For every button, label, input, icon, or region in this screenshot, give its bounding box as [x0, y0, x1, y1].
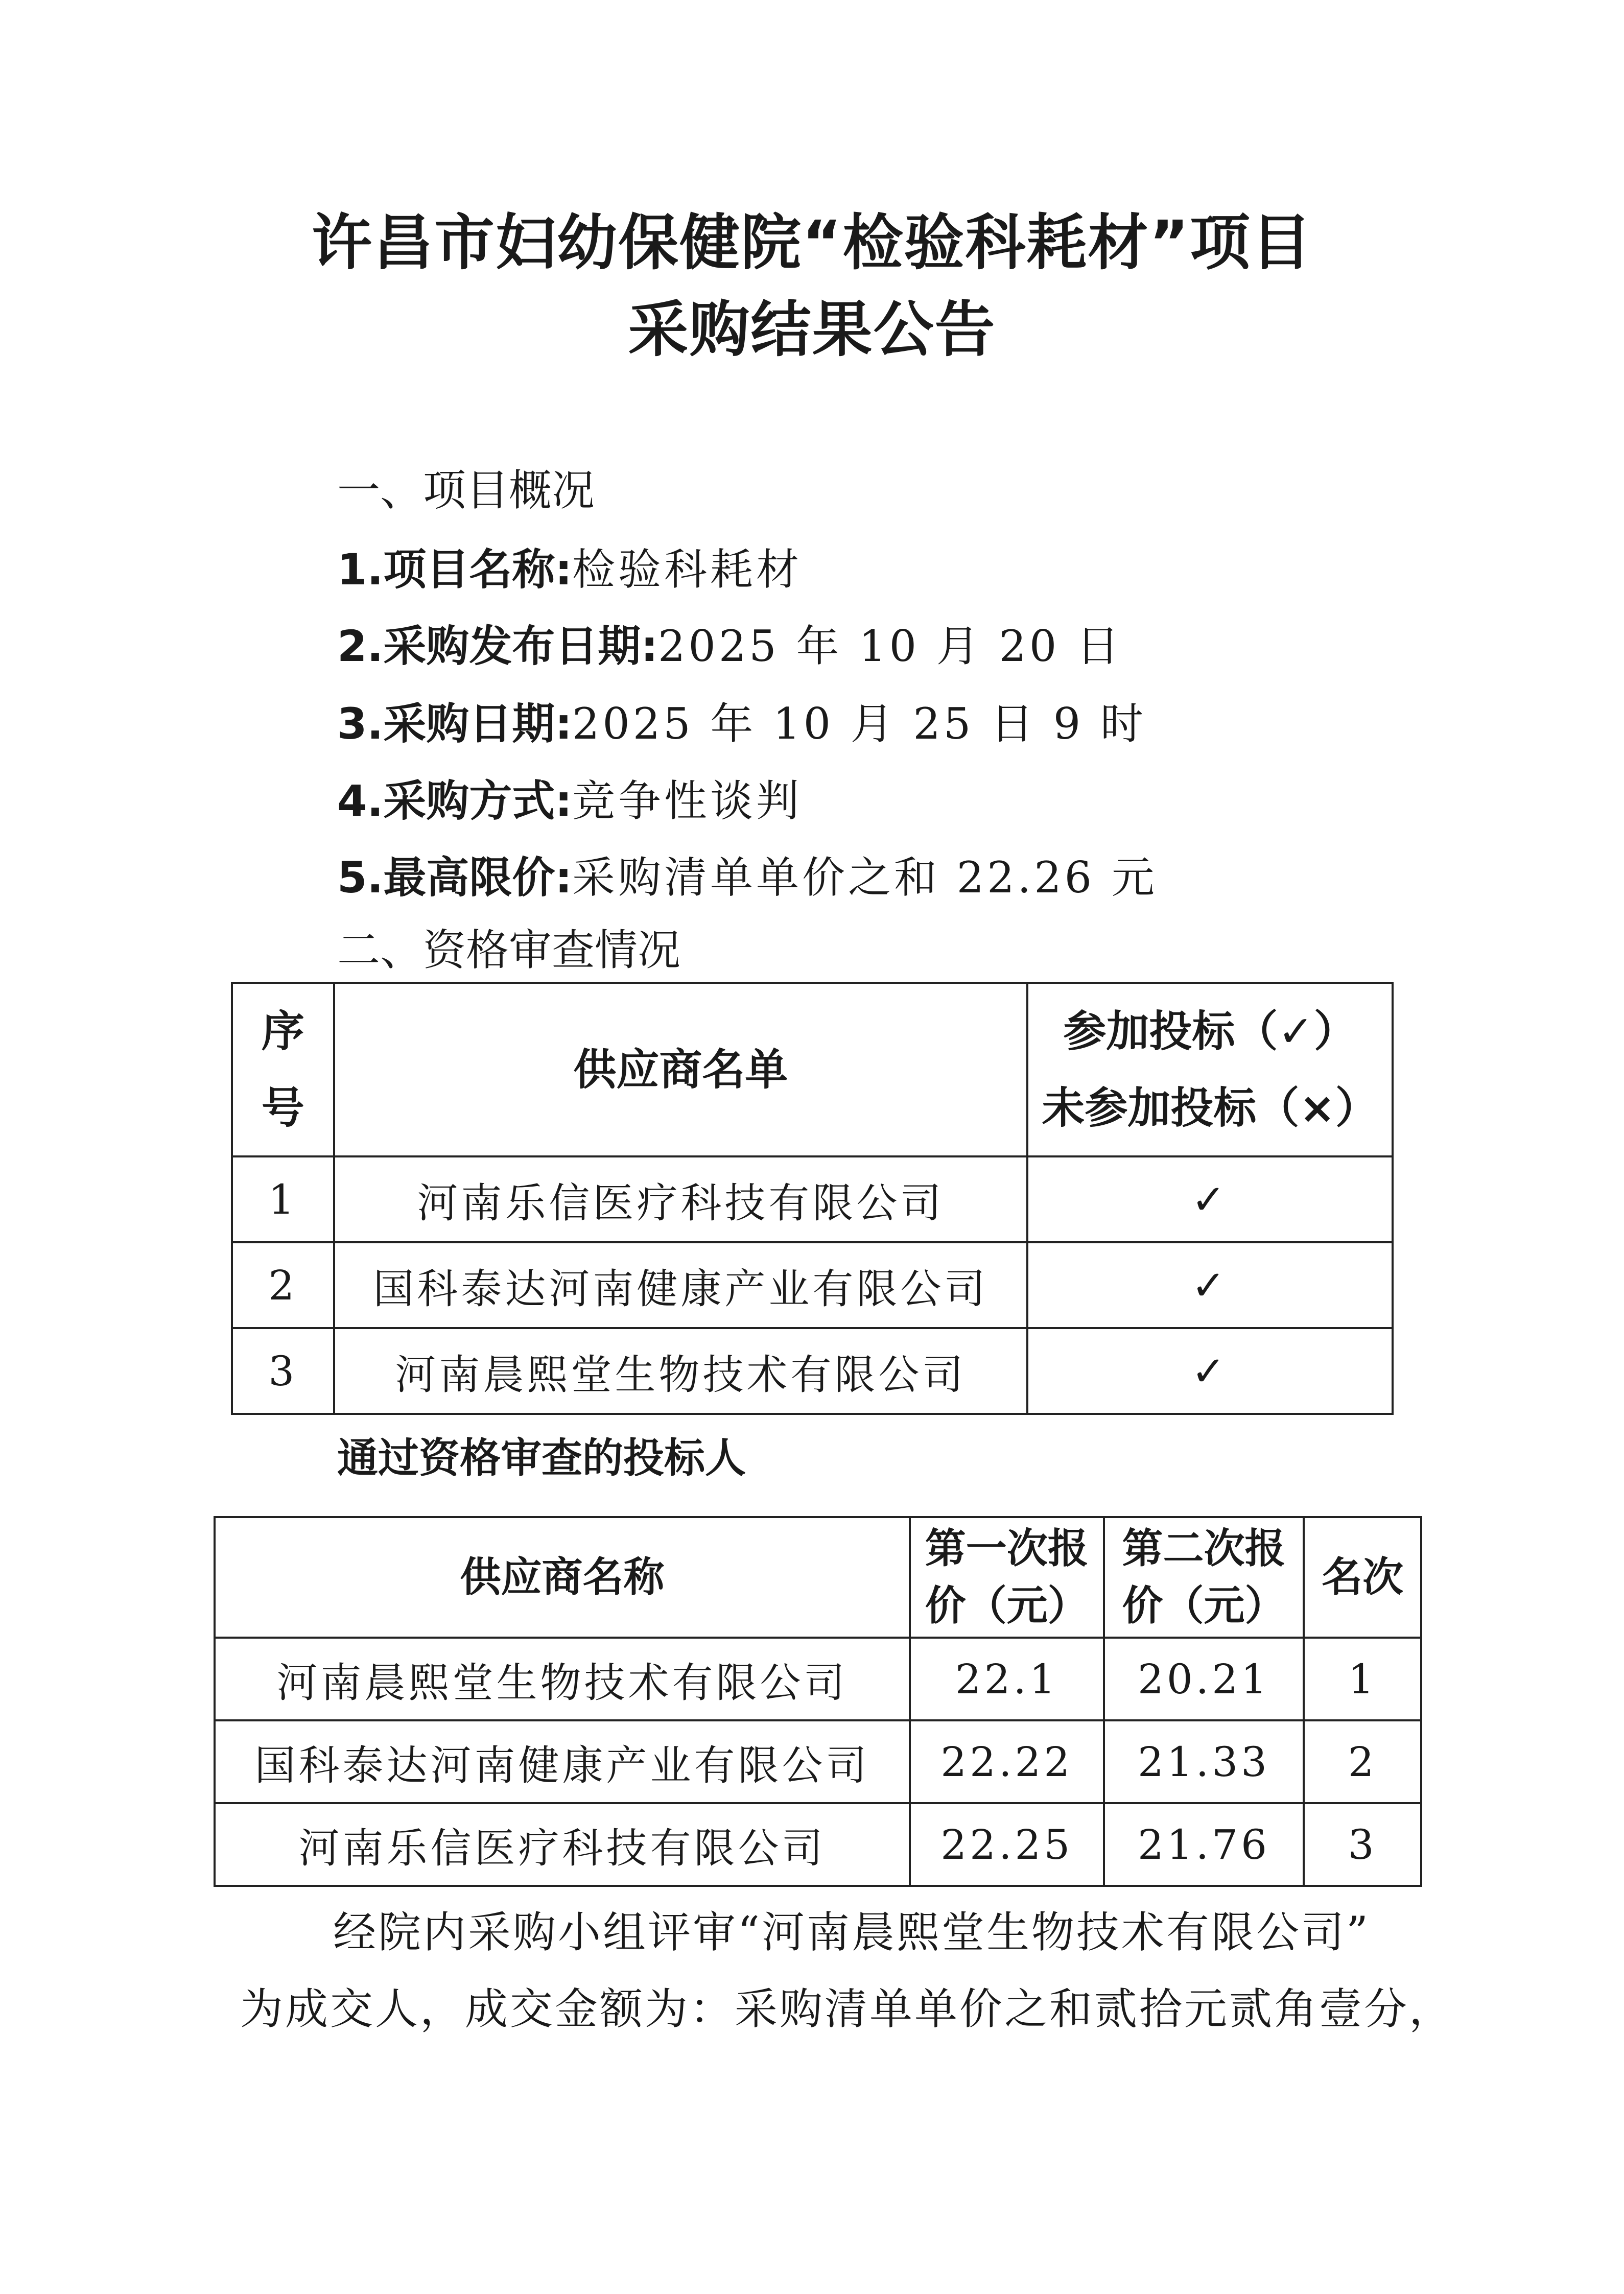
item-procurement-date — [337, 696, 1146, 752]
table-row — [232, 1242, 1393, 1328]
table-row — [215, 1638, 1421, 1720]
header-supplier-name: 供应商名称 — [215, 1517, 910, 1638]
section-heading-qualification: 二、资格审查情况 — [337, 925, 681, 975]
item-value: 检验科耗材 — [572, 545, 802, 595]
header-second-quote — [1104, 1517, 1304, 1638]
header-participation — [1027, 983, 1393, 1156]
cell-supplier: 国科泰达河南健康产业有限公司 — [334, 1242, 1027, 1328]
item-value: 2025 年 10 月 25 日 9 时 — [572, 699, 1146, 749]
item-value: 竞争性谈判 — [572, 776, 802, 826]
item-value: 采购清单单价之和 22.26 元 — [572, 853, 1158, 903]
item-value: 2025 年 10 月 20 日 — [657, 621, 1123, 671]
table-header-row — [232, 983, 1393, 1156]
item-label: 2.采购发布日期: — [337, 621, 658, 671]
cell-supplier: 河南乐信医疗科技有限公司 — [215, 1803, 910, 1886]
header-seq — [232, 983, 334, 1156]
header-first-quote-line-2: 价（元） — [925, 1582, 1089, 1629]
cell-rank: 2 — [1304, 1720, 1421, 1803]
item-max-price — [337, 849, 1158, 906]
check-icon: ✓ — [1027, 1242, 1393, 1328]
header-first-quote-line-1: 第一次报 — [925, 1525, 1089, 1572]
cell-first-quote: 22.25 — [910, 1803, 1104, 1886]
check-icon: ✓ — [1027, 1156, 1393, 1242]
header-participation-line-2: 未参加投标（×） — [1042, 1083, 1378, 1133]
item-label: 5.最高限价: — [337, 853, 572, 903]
item-publish-date — [337, 618, 1122, 674]
cell-seq: 1 — [232, 1156, 334, 1242]
cell-first-quote: 22.1 — [910, 1638, 1104, 1720]
bid-table — [214, 1516, 1422, 1887]
cell-second-quote: 21.76 — [1104, 1803, 1304, 1886]
table-row — [232, 1156, 1393, 1242]
cell-rank: 1 — [1304, 1638, 1421, 1720]
cell-supplier: 河南晨熙堂生物技术有限公司 — [215, 1638, 910, 1720]
title-line-2: 采购结果公告 — [628, 294, 996, 365]
item-project-name — [337, 541, 802, 598]
cell-second-quote: 20.21 — [1104, 1638, 1304, 1720]
table-row — [215, 1720, 1421, 1803]
table-row — [232, 1328, 1393, 1414]
item-procurement-method — [337, 773, 802, 829]
header-second-quote-line-2: 价（元） — [1122, 1582, 1286, 1629]
header-second-quote-line-1: 第二次报 — [1122, 1525, 1286, 1572]
passed-bidders-heading: 通过资格审查的投标人 — [337, 1434, 746, 1482]
table-header-row — [215, 1517, 1421, 1638]
header-supplier-list: 供应商名单 — [334, 983, 1027, 1156]
cell-seq: 3 — [232, 1328, 334, 1414]
header-first-quote — [910, 1517, 1104, 1638]
item-label: 3.采购日期: — [337, 699, 572, 749]
header-participation-line-1: 参加投标（✓） — [1063, 1006, 1357, 1056]
cell-supplier: 河南晨熙堂生物技术有限公司 — [334, 1328, 1027, 1414]
header-seq-text: 序号 — [261, 1006, 304, 1133]
item-label: 1.项目名称: — [337, 545, 572, 595]
cell-first-quote: 22.22 — [910, 1720, 1104, 1803]
document-title — [0, 199, 1624, 373]
item-label: 4.采购方式: — [337, 776, 572, 826]
conclusion-line-2: 为成交人，成交金额为：采购清单单价之和贰拾元贰角壹分， — [240, 1984, 1454, 2034]
section-heading-overview: 一、项目概况 — [337, 465, 595, 515]
cell-supplier: 河南乐信医疗科技有限公司 — [334, 1156, 1027, 1242]
cell-rank: 3 — [1304, 1803, 1421, 1886]
header-rank: 名次 — [1304, 1517, 1421, 1638]
table-row — [215, 1803, 1421, 1886]
title-line-1: 许昌市妇幼保健院“检验科耗材”项目 — [311, 207, 1313, 278]
conclusion-line-1: 经院内采购小组评审“河南晨熙堂生物技术有限公司” — [333, 1907, 1370, 1957]
cell-second-quote: 21.33 — [1104, 1720, 1304, 1803]
check-icon: ✓ — [1027, 1328, 1393, 1414]
cell-supplier: 国科泰达河南健康产业有限公司 — [215, 1720, 910, 1803]
qualification-table — [231, 982, 1394, 1415]
cell-seq: 2 — [232, 1242, 334, 1328]
